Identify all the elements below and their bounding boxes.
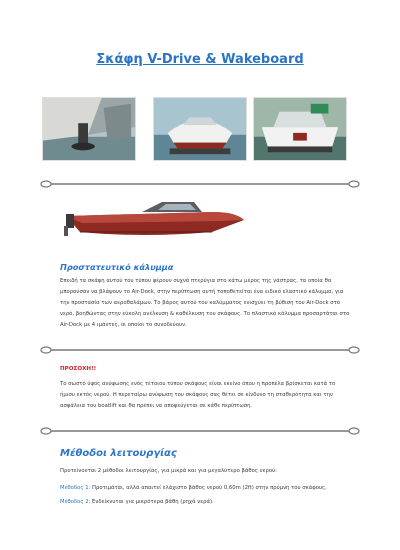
warning-paragraph: Το σωστό ύψος ανύψωσης ενός τέτοιου τύπου σκάφους είναι εκείνο όπου η προπέλα βρίσκεται κατά το ήμισυ εκτός νερού. Η περεταίρω ανύψωση του σκάφους σας θέτει σε κίνδυνο τη σταθερότητα και την ασφάλεια του boatlift και θα πρέπει να αποφεύγεται σε κάθε περίπτωση.	[60, 381, 336, 409]
rope-divider	[40, 179, 360, 189]
section-heading-methods: Μέθοδοι λειτουργίας	[60, 448, 177, 459]
page-title: Σκάφη V-Drive & Wakeboard	[96, 52, 304, 67]
method-2-line	[60, 497, 350, 508]
protection-paragraph: Επειδή τα σκάφη αυτού του τύπου φέρουν συχνά πτερύγια στο κάτω μέρος της γάστρας, τα οποία θα μπορούσαν να βλάψουν το Air-Dock, στην περίπτωση αυτή τοποθετείται ένα ειδικό ελαστικό κάλυμμα, για την προστασία των αεροθαλάμων. Το βάρος αυτού του καλύμματος ενισχύει τη βύθιση του Air-Dock στο νερό, βοηθώντας στην εύκολη ανέλκυση & καθέλκυση του σκάφους. Το πλαστικό κάλυμμα προσαρτάται στο Air-Dock με 4 ιμάντες, οι οποίοι το συνοδεύουν.	[60, 278, 350, 328]
method-1-line	[60, 483, 350, 494]
methods-intro: Προτείνονται 2 μέθοδοι λειτουργίας, για μικρά και για μεγαλύτερο βάθος νερού:	[60, 468, 277, 474]
warning-label: ΠΡΟΣΟΧΗ!!	[60, 366, 97, 372]
boat-hull-illustration	[62, 196, 247, 240]
stern-underside-photo	[42, 97, 136, 161]
method-2-label: Μέθοδος 2:	[60, 499, 91, 505]
rope-divider	[40, 345, 360, 355]
method-1-label: Μέθοδος 1:	[60, 485, 91, 491]
method-2-text: Ενδείκνυται για μικρότερα βάθη (ρηχά νερά).	[92, 499, 214, 505]
section-heading-protection: Προστατευτικό κάλυμμα	[60, 262, 174, 272]
rope-divider	[40, 426, 360, 436]
method-1-text: Προτιμάται, αλλά απαιτεί ελάχιστο βάθος νερού 0,60m (2ft) στην πρύμνη του σκάφους.	[92, 485, 327, 491]
boat-on-dock-photo	[153, 97, 247, 161]
wakeboard-boat-rear-photo	[253, 97, 347, 161]
